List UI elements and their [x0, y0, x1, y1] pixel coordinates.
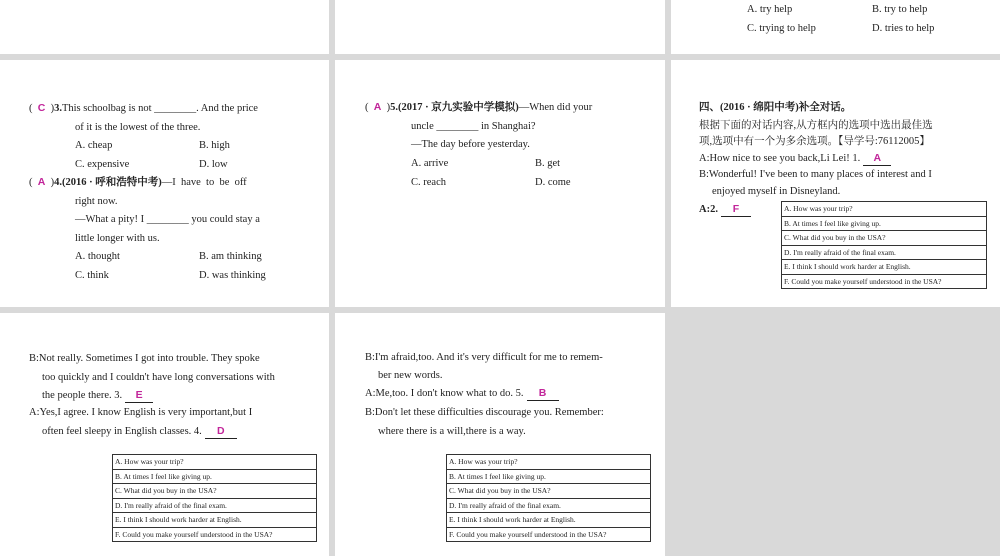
q4-option-d: D. was thinking: [199, 270, 266, 281]
options-box: [446, 454, 651, 542]
q3-option-b: B. high: [199, 140, 230, 151]
options-box-item: D. I'm really afraid of the final exam.: [113, 499, 316, 514]
options-box-item: A. How was your trip?: [447, 455, 650, 470]
dialog-line-2: B:Wonderful! I've been to many places of interest and I: [699, 169, 932, 180]
panel-top-left: [0, 0, 329, 54]
answer-3: C: [37, 102, 46, 114]
question-source: (2016 · 呼和浩特中考): [61, 177, 162, 188]
options-box-item: E. I think I should work harder at English.: [113, 513, 316, 528]
options-box-item: B. At times I feel like giving up.: [782, 217, 986, 232]
answer-blank-4[interactable]: [205, 425, 237, 439]
options-box: [781, 201, 987, 289]
options-box-item: F. Could you make yourself understood in the USA?: [449, 529, 607, 539]
q5-option-c: C. reach: [411, 177, 446, 188]
q3-option-c: C. expensive: [75, 159, 130, 170]
options-box-item: D. I'm really afraid of the final exam.: [447, 499, 650, 514]
dialog-line: too quickly and I couldn't have long conversations with: [42, 372, 275, 383]
question-number: 5.: [390, 102, 398, 113]
options-box-item: C. What did you buy in the USA?: [113, 484, 316, 499]
q5-option-b: B. get: [535, 158, 561, 169]
dialog-text: A:How nice to see you back,Li Lei! 1.: [699, 153, 861, 164]
question-5-line2: uncle ________ in Shanghai?: [411, 121, 536, 132]
question-text: This schoolbag is not ________. And the price: [61, 103, 258, 114]
answer-blank-2[interactable]: [721, 203, 751, 217]
dialog-line-4: [699, 203, 751, 217]
panel-top-right: [671, 0, 1000, 54]
question-4-line3: —What a pity! I ________ you could stay a: [75, 214, 260, 225]
options-box-item: E. I think I should work harder at English.: [782, 260, 986, 275]
dialog-line: B:Don't let these difficulties discourage you. Remember:: [365, 407, 604, 418]
dialog-line: [42, 389, 153, 403]
options-box-item: B. At times I feel like giving up.: [113, 470, 316, 485]
options-box-item: B. At times I feel like giving up.: [447, 470, 650, 485]
option-d: D. tries to help: [872, 23, 935, 34]
option-a: A. try help: [747, 4, 793, 15]
dialog-line-1: [699, 152, 891, 166]
options-box-item: F. Could you make yourself understood in the USA?: [115, 529, 273, 539]
question-number: 4.: [54, 177, 62, 188]
options-box-item: E. I think I should work harder at English.: [447, 513, 650, 528]
answer-blank-5[interactable]: [527, 387, 559, 401]
dialog-line-3: enjoyed myself in Disneyland.: [712, 186, 841, 197]
panel-mid-middle: [335, 60, 665, 307]
question-4-line4: little longer with us.: [75, 233, 160, 244]
options-box-item: A. How was your trip?: [113, 455, 316, 470]
answer-4: A: [37, 176, 46, 188]
dialog-text: A:Me,too. I don't know what to do. 5.: [365, 388, 524, 399]
q4-option-a: A. thought: [75, 251, 120, 262]
question-5-line3: —The day before yesterday.: [411, 139, 530, 150]
dialog-line: A:Yes,I agree. I know English is very important,but I: [29, 407, 253, 418]
question-5-line1: ( A )5.(2017 · 京九实验中学模拟)—When did your: [365, 101, 593, 113]
option-b: B. try to help: [872, 4, 928, 15]
question-text: —When did your: [518, 102, 593, 113]
q5-option-d: D. come: [535, 177, 571, 188]
panel-top-middle: [335, 0, 665, 54]
question-number: 3.: [54, 103, 62, 114]
answer-2: F: [732, 203, 740, 215]
options-box-item: C. What did you buy in the USA?: [782, 231, 986, 246]
question-3-line2: of it is the lowest of the three.: [75, 122, 201, 133]
q5-option-a: A. arrive: [411, 158, 449, 169]
options-box: [112, 454, 317, 542]
dialog-line: B:I'm afraid,too. And it's very difficult for me to remem-: [365, 352, 603, 363]
dialog-line: where there is a will,there is a way.: [378, 426, 526, 437]
options-box-item: D. I'm really afraid of the final exam.: [782, 246, 986, 261]
q3-option-a: A. cheap: [75, 140, 113, 151]
q4-option-b: B. am thinking: [199, 251, 262, 262]
answer-3-dialog: E: [135, 389, 143, 401]
dialog-text: the people there. 3.: [42, 390, 123, 401]
answer-5: A: [373, 101, 382, 113]
question-4-line2: right now.: [75, 196, 118, 207]
question-text: —I have to be off: [161, 177, 247, 188]
options-box-item: F. Could you make yourself understood in the USA?: [784, 276, 942, 286]
dialog-text: A:2.: [699, 204, 718, 215]
section-heading: 四、(2016 · 绵阳中考)补全对话。: [699, 102, 852, 113]
question-4-line1: ( A )4.(2016 · 呼和浩特中考)—I have to be off: [29, 176, 247, 188]
q4-option-c: C. think: [75, 270, 109, 281]
dialog-line: ber new words.: [378, 370, 443, 381]
answer-blank-1[interactable]: [863, 152, 891, 166]
section-instructions-1: 根据下面的对话内容,从方框内的选项中选出最佳选: [699, 120, 933, 131]
question-source: (2017 · 京九实验中学模拟): [397, 102, 519, 113]
options-box-item: A. How was your trip?: [782, 202, 986, 217]
question-3-line1: ( C )3.This schoolbag is not ________. And the price: [29, 102, 258, 114]
answer-4-dialog: D: [217, 425, 225, 437]
q3-option-d: D. low: [199, 159, 228, 170]
answer-blank-3[interactable]: [125, 389, 153, 403]
dialog-text: often feel sleepy in English classes. 4.: [42, 426, 202, 437]
dialog-line: [42, 425, 237, 439]
section-instructions-2: 项,选项中有一个为多余选项。【导学号:76112005】: [699, 136, 930, 147]
answer-5-dialog: B: [538, 387, 547, 399]
dialog-line: [365, 387, 559, 401]
option-c: C. trying to help: [747, 23, 816, 34]
answer-1: A: [873, 152, 882, 164]
dialog-line: B:Not really. Sometimes I got into trouble. They spoke: [29, 353, 260, 364]
options-box-item: C. What did you buy in the USA?: [447, 484, 650, 499]
